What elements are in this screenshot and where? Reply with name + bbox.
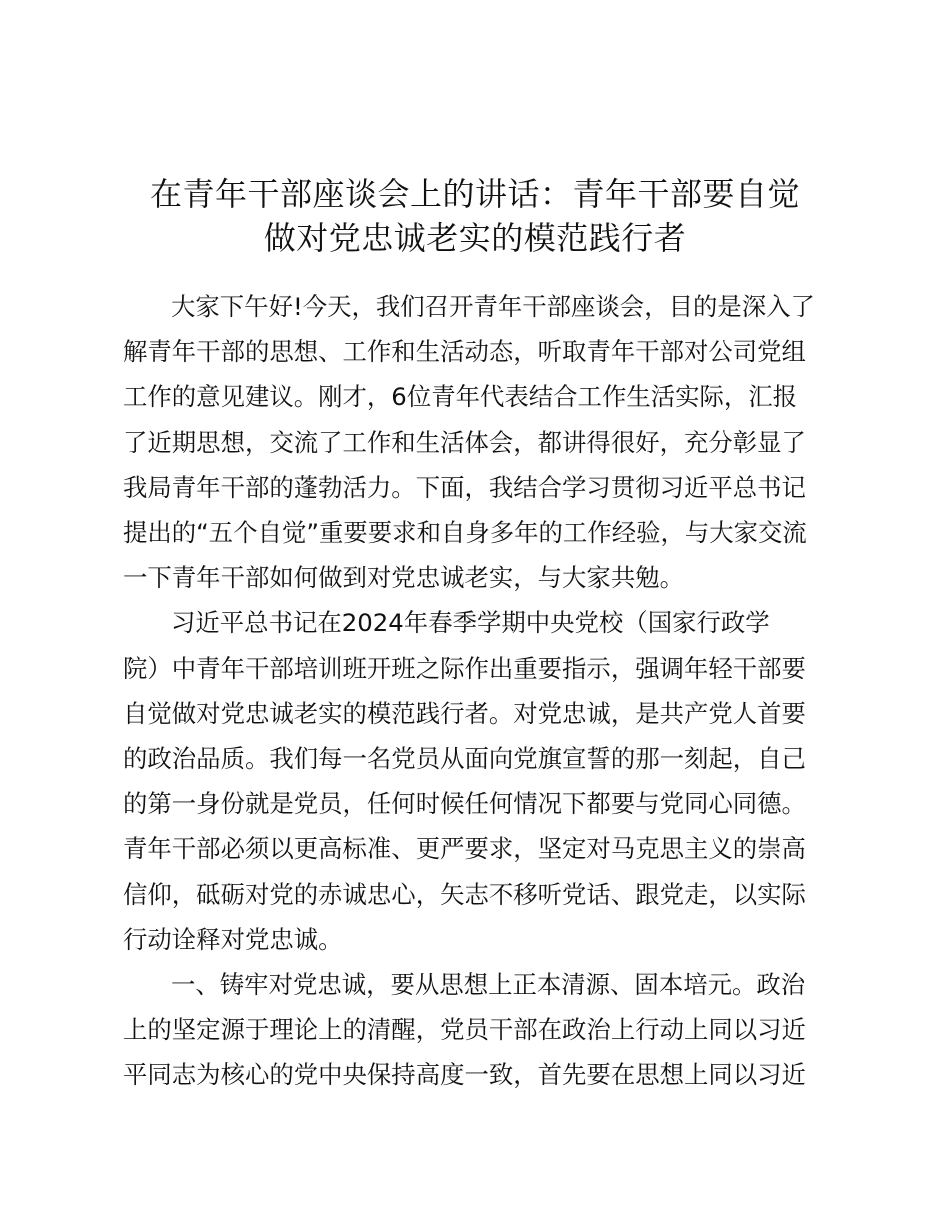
title-line: 在青年干部座谈会上的讲话：青年干部要自觉 [149,175,800,213]
text-line: 青年干部必须以更高标准、更严要求，坚定对马克思主义的崇高 [123,834,806,864]
text-line: 了近期思想，交流了工作和生活体会，都讲得很好，充分彰显了 [123,427,806,457]
paragraph-instruction [123,600,825,962]
text-line: 的第一身份就是党员，任何时候任何情况下都要与党同心同德。 [123,789,806,819]
text-line: 提出的“五个自觉”重要要求和自身多年的工作经验，与大家交流 [123,518,807,548]
text-line: 上的坚定源于理论上的清醒，党员干部在政治上行动上同以习近 [123,1015,806,1045]
text-line: 大家下午好!今天，我们召开青年干部座谈会，目的是深入了 [171,292,815,321]
text-line: 院）中青年干部培训班开班之际作出重要指示，强调年轻干部要 [123,653,806,683]
document-title [120,172,830,260]
text-line: 信仰，砥砺对党的赤诚忠心，矢志不移听党话、跟党走，以实际 [123,879,806,909]
document-body [123,284,825,1098]
title-line: 做对党忠诚老实的模范践行者 [263,219,687,257]
text-line: 习近平总书记在2024年春季学期中央党校（国家行政学 [171,608,770,638]
text-line: 解青年干部的思想、工作和生活动态，听取青年干部对公司党组 [123,337,806,367]
text-line: 我局青年干部的蓬勃活力。下面，我结合学习贯彻习近平总书记 [123,472,806,502]
paragraph-greeting [123,284,825,600]
paragraph-section-one [123,962,825,1098]
text-line: 自觉做对党忠诚老实的模范践行者。对党忠诚，是共产党人首要 [123,698,806,728]
text-line: 工作的意见建议。刚才，6位青年代表结合工作生活实际，汇报 [123,382,798,412]
text-line: 行动诠释对党忠诚。 [123,924,343,954]
text-line: 一下青年干部如何做到对党忠诚老实，与大家共勉。 [123,563,684,593]
text-line: 的政治品质。我们每一名党员从面向党旗宣誓的那一刻起，自己 [123,744,806,774]
text-line: 平同志为核心的党中央保持高度一致，首先要在思想上同以习近 [123,1060,806,1090]
text-line: 一、铸牢对党忠诚，要从思想上正本清源、固本培元。政治 [171,970,806,1000]
